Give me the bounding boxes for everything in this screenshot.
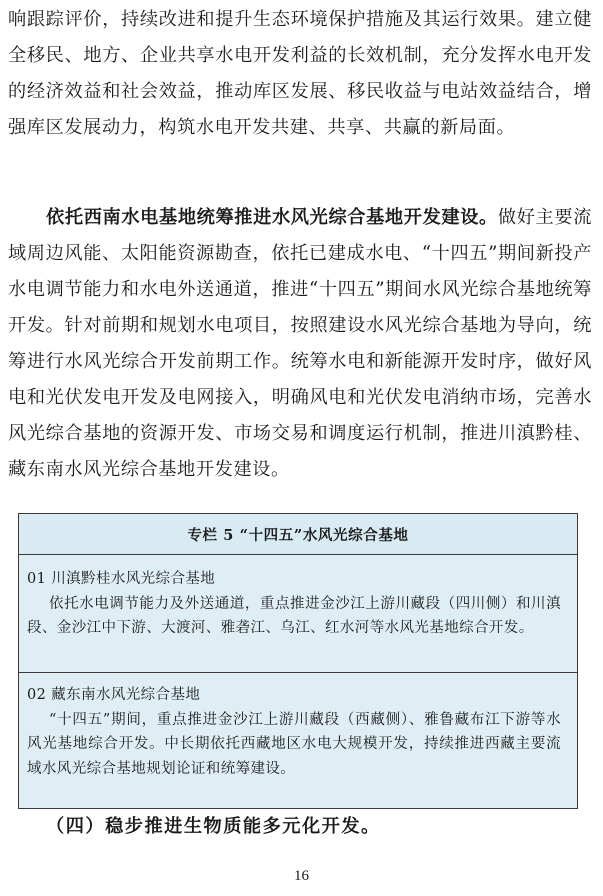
column-box xyxy=(18,513,578,809)
paragraph-1 xyxy=(8,2,592,146)
section-subheading: （四）稳步推进生物质能多元化开发。 xyxy=(46,816,381,837)
column-box-title: 专栏 5 “十四五”水风光综合基地 xyxy=(19,514,577,555)
column-box-section-1 xyxy=(19,555,577,673)
section-2-body: “十四五”期间，重点推进金沙江上游川藏段（西藏侧）、雅鲁藏布江下游等水风光基地综合开发。中长期依托西藏地区水电大规模开发，持续推进西藏主要流域水风光综合基地规划论证和统筹建设。 xyxy=(27,711,561,777)
paragraph-1-text: 响跟踪评价，持续改进和提升生态环境保护措施及其运行效果。建立健全移民、地方、企业共享水电开发利益的长效机制，充分发挥水电开发的经济效益和社会效益，推动库区发展、移民收益与电站效益结合，增强库区发展动力，构筑水电开发共建、共享、共赢的新局面。 xyxy=(8,9,592,138)
paragraph-2 xyxy=(8,200,592,488)
section-1-heading: 01 川滇黔桂水风光综合基地 xyxy=(27,571,216,587)
paragraph-2-text: 做好主要流域周边风能、太阳能资源勘查，依托已建成水电、“十四五”期间新投产水电调节能力和水电外送通道，推进“十四五”期间水风光综合基地统筹开发。针对前期和规划水电项目，按照建设水风光综合基地为导向，统筹进行水风光综合开发前期工作。统筹水电和新能源开发时序，做好风电和光伏发电开发及电网接入，明确风电和光伏发电消纳市场，完善水风光综合基地的资源开发、市场交易和调度运行机制，推进川滇黔桂、藏东南水风光综合基地开发建设。 xyxy=(8,207,592,480)
page-number: 16 xyxy=(294,868,309,884)
section-2-heading: 02 藏东南水风光综合基地 xyxy=(27,687,201,703)
column-box-section-2 xyxy=(19,673,577,785)
section-1-body: 依托水电调节能力及外送通道，重点推进金沙江上游川藏段（四川侧）和川滇段、金沙江中下游、大渡河、雅砻江、乌江、红水河等水风光基地综合开发。 xyxy=(27,595,561,636)
paragraph-2-lead: 依托西南水电基地统筹推进水风光综合基地开发建设。 xyxy=(46,207,498,228)
